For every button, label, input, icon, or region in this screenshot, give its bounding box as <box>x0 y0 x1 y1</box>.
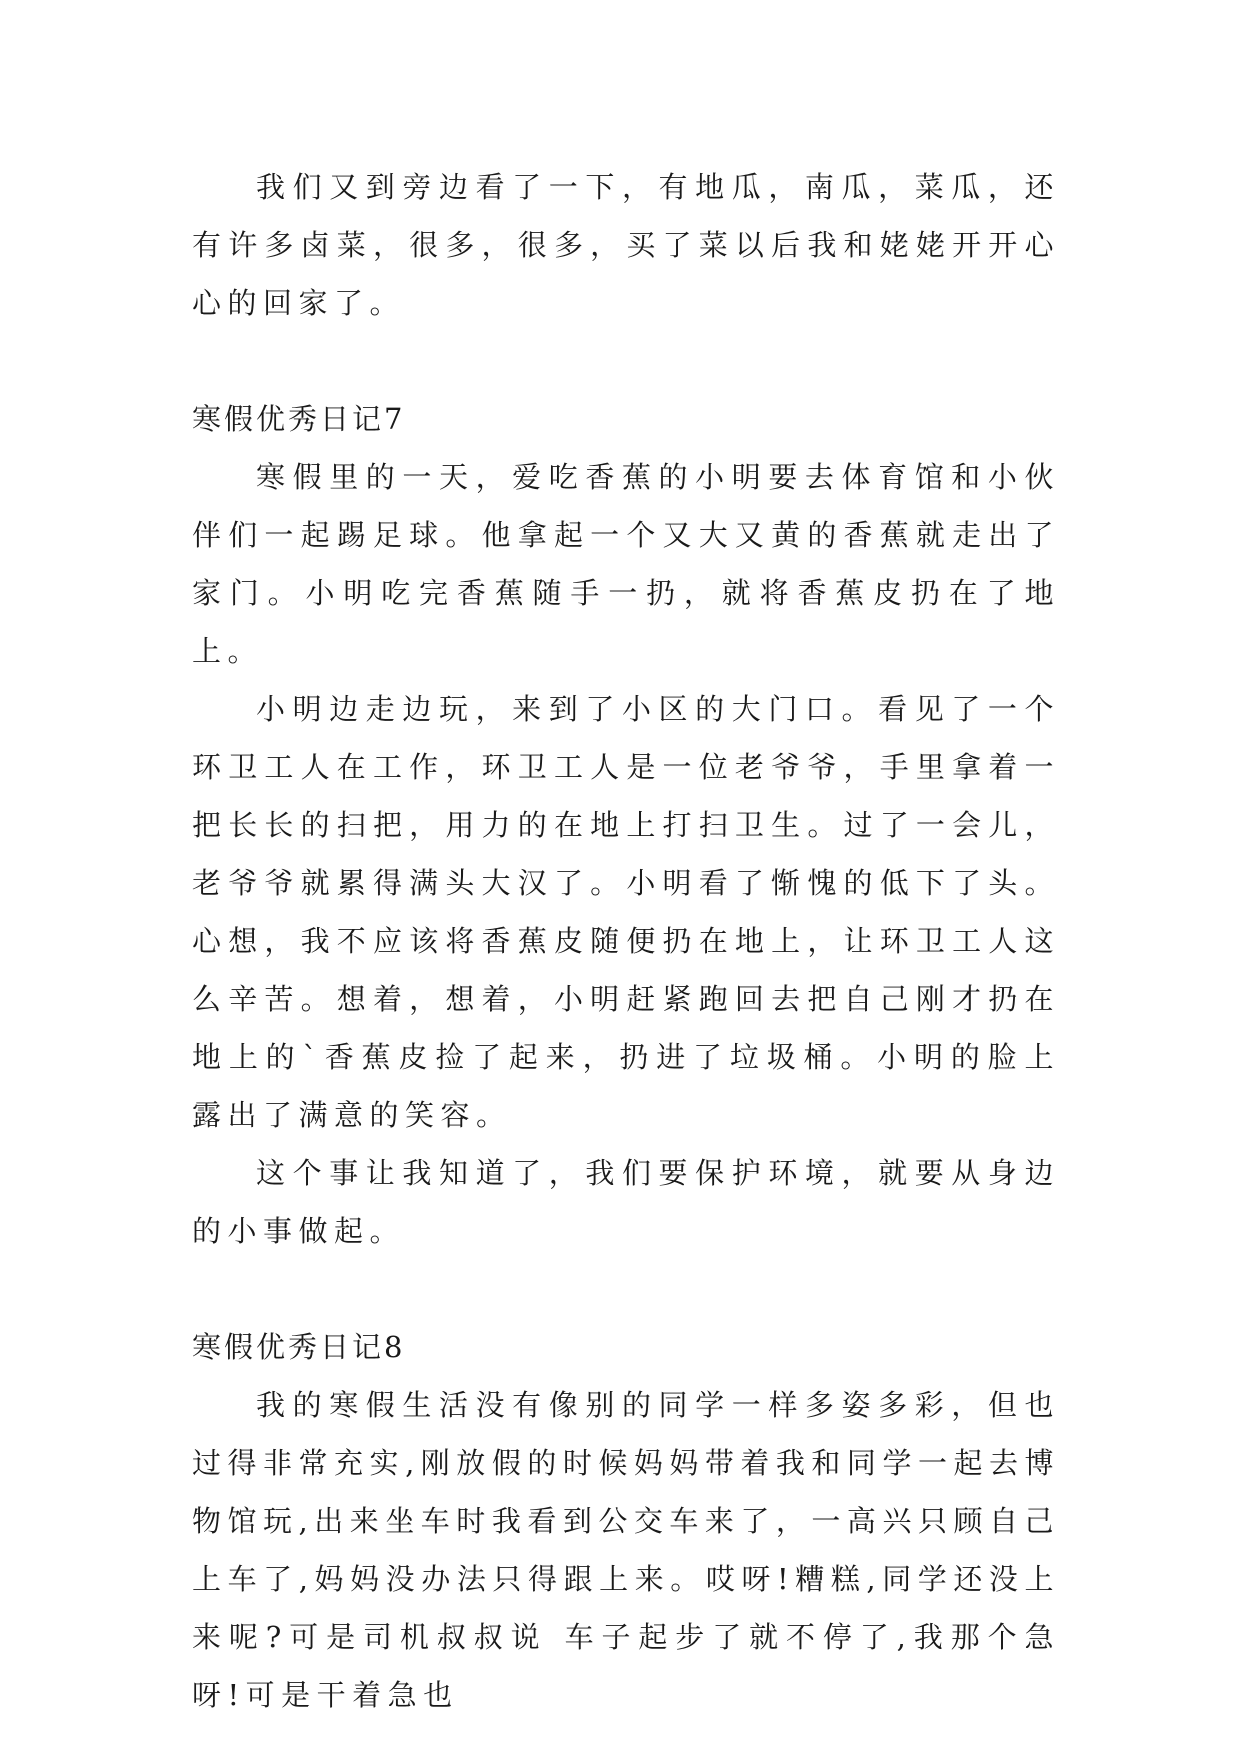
body-paragraph: 我们又到旁边看了一下，有地瓜，南瓜，菜瓜，还有许多卤菜，很多，很多，买了菜以后我和姥姥开开心心的回家了。 <box>192 170 1060 320</box>
section-heading: 寒假优秀日记8 <box>192 1330 406 1364</box>
document-page <box>192 158 1060 1724</box>
section-spacer <box>192 1260 1060 1318</box>
section-spacer <box>192 332 1060 390</box>
body-paragraph: 这个事让我知道了，我们要保护环境，就要从身边的小事做起。 <box>192 1156 1060 1248</box>
body-paragraph: 寒假里的一天，爱吃香蕉的小明要去体育馆和小伙伴们一起踢足球。他拿起一个又大又黄的香蕉就走出了家门。小明吃完香蕉随手一扔，就将香蕉皮扔在了地上。 <box>192 460 1060 668</box>
section-heading: 寒假优秀日记7 <box>192 402 406 436</box>
body-paragraph: 小明边走边玩，来到了小区的大门口。看见了一个环卫工人在工作，环卫工人是一位老爷爷，手里拿着一把长长的扫把，用力的在地上打扫卫生。过了一会儿，老爷爷就累得满头大汉了。小明看了惭愧的低下了头。心想，我不应该将香蕉皮随便扔在地上，让环卫工人这么辛苦。想着，想着，小明赶紧跑回去把自己刚才扔在地上的`香蕉皮捡了起来，扔进了垃圾桶。小明的脸上露出了满意的笑容。 <box>192 692 1060 1132</box>
body-paragraph: 我的寒假生活没有像别的同学一样多姿多彩，但也过得非常充实,刚放假的时候妈妈带着我和同学一起去博物馆玩,出来坐车时我看到公交车来了，一高兴只顾自己上车了,妈妈没办法只得跟上来。哎呀!糟糕,同学还没上来呢?可是司机叔叔说 车子起步了就不停了,我那个急呀!可是干着急也 <box>192 1388 1060 1712</box>
